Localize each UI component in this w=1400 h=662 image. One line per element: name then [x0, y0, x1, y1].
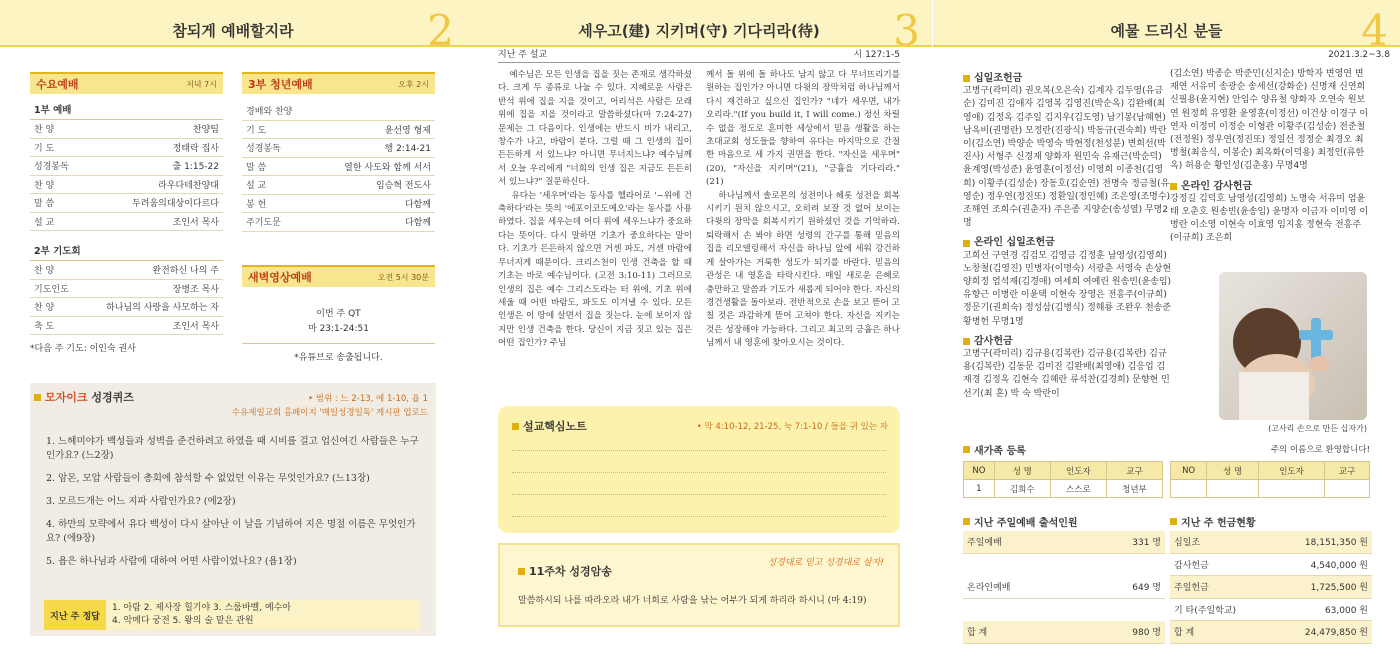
table-header-cell: 인도자 — [1050, 462, 1106, 480]
quiz-title — [34, 389, 134, 405]
thanks-title-text: 감사헌금 — [974, 335, 1013, 347]
page-header — [0, 0, 466, 55]
page-3-sermon — [466, 0, 932, 662]
wednesday-title: 수요예배 — [36, 78, 79, 91]
order-value: 조인서 목사 — [172, 217, 219, 228]
table-header-cell: 교구 — [1106, 462, 1162, 480]
summary-label: 십일조 — [1174, 538, 1201, 549]
summary-value: 1,725,500 원 — [1310, 583, 1368, 594]
first-part-title: 1부 예배 — [30, 102, 223, 120]
newcomers-table-left — [963, 461, 1163, 498]
youth-order-row — [242, 121, 435, 140]
sermon-ref: 시 127:1-5 — [853, 50, 900, 60]
offering-row — [1170, 621, 1372, 644]
dawn-header — [242, 265, 435, 287]
quiz-question: 4. 하만의 모략에서 유다 백성이 다시 살아난 이 날을 기념하여 지은 명절 이름은 무엇인가요? (에9장) — [46, 519, 416, 544]
order-label: 말 씀 — [34, 199, 55, 210]
order-value: 행 2:14-21 — [384, 144, 431, 155]
photo-caption: (고사리 손으로 만든 십자가) — [1268, 424, 1367, 433]
order-label: 봉 헌 — [246, 199, 267, 210]
table-header-cell: NO — [1171, 462, 1207, 480]
memory-verse-box — [498, 543, 900, 627]
order-label: 찬 양 — [34, 180, 55, 191]
memory-title — [518, 563, 612, 579]
order-value: 윤선영 형제 — [384, 125, 431, 136]
bullet-square-icon — [963, 518, 970, 525]
dawn-service — [242, 265, 435, 363]
offering-date-range: 2021.3.2~3.8 — [1328, 50, 1390, 60]
table-cell: 1 — [964, 480, 995, 498]
page-2-worship — [0, 0, 466, 662]
quiz-question: 5. 욥은 하나님과 사람에 대하여 어떤 사람이었나요? (욥1장) — [46, 556, 297, 567]
summary-label: 기 타(주일학교) — [1174, 605, 1237, 616]
order-label: 기 도 — [246, 125, 267, 136]
order-label: 말 씀 — [246, 162, 267, 173]
table-header-cell: 인도자 — [1259, 462, 1325, 480]
worship-order-row — [30, 157, 223, 176]
memory-title-text: 11주차 성경암송 — [529, 565, 612, 578]
note-line — [512, 450, 886, 451]
wednesday-header — [30, 72, 223, 94]
offering-row — [1170, 599, 1372, 622]
newcomers-title — [963, 442, 1026, 457]
order-label: 찬 양 — [34, 266, 55, 277]
offerings-col-left — [963, 68, 1173, 401]
memory-verse-text: 말씀하시되 나를 따라오라 내가 너희로 사람을 낚는 어부가 되게 하리라 하시니 (마 4:19) — [518, 596, 867, 606]
summary-value: 649 명 — [1132, 583, 1161, 594]
order-value: 완전하신 나의 주 — [152, 266, 219, 277]
summary-label: 합 계 — [1174, 628, 1195, 639]
summary-label: 주일예배 — [967, 538, 1002, 549]
page-title: 예물 드리신 분들 — [1110, 22, 1223, 40]
youth-time: 오후 2시 — [398, 79, 429, 89]
note-line — [512, 472, 886, 473]
youth-title: 3부 청년예배 — [248, 78, 313, 91]
youth-order-row — [242, 195, 435, 214]
second-part-title: 2부 기도회 — [30, 243, 223, 261]
tithe-names: 고병구(곽미리) 권오복(오은숙) 김계자 김두영(유금순) 김미진 김애자 김영복 김영진(박순옥) 김완배(최영애) 김정옥 김주일 김지우(김도영) 남기봉(남혜현) 남옥비(권명란) 모정란(진광식) 박동규(권숙희) 박란이(김소연) 박양순 박영숙 박현정(천성분) 변희선(박진사) 서형주 신경재 양화자 원민숙 유재근(박순덕) 윤계영(박성준) 윤영훈(이정선) 이영희 이종천(김영희) 이황주(김성순) 장동호(김순연) 전명숙 정금철(유영순) 정우연(정진또) 정환일(정인혜) 조은영(조명수) 조해연 조희수(권춘자) 주은종 지양순(송성열) 무명2명 — [963, 86, 1171, 229]
order-value: 찬양팀 — [192, 125, 219, 136]
table-cell: 스스로 — [1050, 480, 1106, 498]
notes-title — [512, 418, 587, 434]
sermon-label: 지난 주 설교 — [498, 50, 548, 60]
thanks-names-continued: (김소연) 박종순 박준민(신지순) 방학자 변영연 변재연 서유미 송광순 송세선(강화순) 신명재 신연희 신필용(윤지현) 안임수 양유철 양화자 오연숙 원보연 원정희 유영환 윤영훈(이정선) 이건상 이경구 이연자 이정미 이정순 이형관 이황주(김성순) 전준철(전정원) 정우연(정진또) 정일선 정정순 최경오 최병철(최응식, 이봉순) 최옥화(이덕용) 최정인(류한옥) 허용순 황인성(김춘홍) 무명4명 — [1170, 69, 1369, 172]
summary-value: 24,479,850 원 — [1304, 628, 1368, 639]
second-part-list — [30, 261, 223, 335]
summary-value: 331 명 — [1132, 538, 1161, 549]
youth-header — [242, 72, 435, 94]
table-cell — [1259, 480, 1325, 498]
page-title: 참되게 예배할지라 — [172, 22, 294, 40]
quiz-question: 2. 암몬, 모압 사람들이 총회에 참석할 수 없었던 이유는 무엇인가요? (느13장) — [46, 473, 370, 484]
online-thanks-title — [1170, 180, 1370, 193]
offerings-col-right — [1170, 68, 1370, 246]
attendance-row — [963, 531, 1165, 554]
page-number: 3 — [893, 6, 920, 55]
offering-title-text: 지난 주 헌금현황 — [1181, 518, 1256, 529]
bullet-square-icon — [963, 338, 970, 345]
prayer-order-row — [30, 261, 223, 280]
order-value: 두려움의대상이다르다 — [132, 199, 219, 210]
order-label: 찬 양 — [34, 303, 55, 314]
order-label: 찬 양 — [34, 125, 55, 136]
youth-order-row — [242, 158, 435, 177]
youth-order-row — [242, 102, 435, 121]
summary-value: 63,000 원 — [1324, 605, 1368, 616]
prayer-order-row — [30, 298, 223, 317]
worship-order-row — [30, 213, 223, 232]
dawn-qt-ref: 마 23:1-24:51 — [308, 324, 369, 334]
youtube-note: *유튜브로 송출됩니다. — [294, 353, 383, 363]
order-value: 다함께 — [404, 199, 431, 210]
order-label: 경배와 찬양 — [246, 107, 293, 118]
prayer-order-row — [30, 317, 223, 336]
table-header-cell: 성 명 — [1207, 462, 1259, 480]
order-label: 성경봉독 — [246, 144, 281, 155]
sermon-column-right: 께서 돌 위에 돌 하나도 남지 않고 다 무너뜨리기를 원하는 집인가? 아니면 다윗의 장막처럼 하나님께서 다시 재건하고 싶으신 집인가? "네가 세우면, 내가 오리라."(If you build it, I will come.) 정신 차릴 수 없을 정도로 혼미한 세상에서 믿음 생활을 하는 초대교회 성도들을 향하여 유다는 마지막으로 간절한 마음으로 세 가지 권면을 한다. "자신을 세우며"(20), "자신을 지키며"(21), "긍휼을 기다리라."(21) 하나님께서 솔로몬의 성전이나 헤롯 성전을 회복시키기 원치 않으시고, 오히려 보잘 것 없어 보이는 다윗의 장막을 회복시키기 원하셨던 것을 기억하라. 퇴락해서 손 봐야 하면 성령의 간구를 통해 믿음의 집을 리모델링해서 자신을 하나님 앞에 세워 강건하게 살아가는 거룩한 성도가 되기를 바란다. 믿음의 관성은 내 영혼을 타락시킨다. 매일 새로운 은혜로 충만하고 말씀과 기도가 새롭게 되어야 한다. 자신의 경건생활을 돌아보라. 전반적으로 손을 보고 뜯어 고칠 것은 과감하게 뜯어 고쳐야 한다. 자신을 지키는 것은 성장해야 가능하다. 그리고 최고의 긍휼은 하나님께서 내 영혼에 찾아오시는 것이다. — [706, 70, 900, 349]
bullet-square-icon — [512, 423, 519, 430]
summary-label: 주일헌금 — [1174, 583, 1209, 594]
sermon-notes-box — [498, 406, 900, 533]
quiz-question: 3. 모르드개는 어느 지파 사람인가요? (에2장) — [46, 496, 236, 507]
sermon-body — [498, 69, 900, 351]
offering-row — [1170, 576, 1372, 599]
offering-row — [1170, 554, 1372, 577]
online-thanks-names: 강정길 김덕호 남영성(김영희) 노명숙 서유미 엄윤태 오춘호 원송빈(윤송임) 윤명자 이금자 이미영 이병란 이소영 이현숙 이효영 임지홍 정현숙 전흥주(이규희) 조은희 — [1170, 193, 1369, 244]
summary-label: 온라인예배 — [967, 583, 1011, 594]
youth-order-row — [242, 176, 435, 195]
online-tithe-title-text: 온라인 십일조헌금 — [974, 237, 1055, 249]
table-header-cell: 교구 — [1325, 462, 1370, 480]
table-cell — [1325, 480, 1370, 498]
quiz-title-text: 성경퀴즈 — [91, 391, 134, 404]
worship-order-row — [30, 194, 223, 213]
sermon-meta — [498, 48, 900, 63]
table-header-cell: NO — [964, 462, 995, 480]
bullet-square-icon — [1170, 183, 1177, 190]
note-line — [512, 516, 886, 517]
order-value: 출 1:15-22 — [172, 162, 219, 173]
order-label: 축 도 — [34, 321, 55, 332]
newcomers-table-right — [1170, 461, 1370, 498]
order-value: 임승혁 전도사 — [375, 181, 431, 192]
summary-value: 980 명 — [1132, 628, 1161, 639]
attendance-row — [963, 576, 1165, 599]
notes-title-text: 설교핵심노트 — [523, 420, 587, 433]
child-cross-photo — [1219, 272, 1367, 420]
bullet-square-icon — [963, 240, 970, 247]
answers-label: 지난 주 정답 — [44, 600, 106, 630]
table-row — [964, 480, 1163, 498]
next-prayer-note: *다음 주 기도: 이인숙 권사 — [30, 344, 136, 354]
online-tithe-title — [963, 236, 1173, 249]
youth-order-row — [242, 139, 435, 158]
page-number: 2 — [427, 6, 454, 55]
memory-slogan: 성경대로 믿고 성경대로 살자! — [767, 558, 884, 568]
summary-value: 4,540,000 원 — [1310, 560, 1368, 571]
thanks-title — [963, 335, 1173, 348]
quiz-questions — [46, 435, 426, 578]
answers-line: 4. 악메다 궁전 5. 왕의 술 맡은 관원 — [112, 616, 254, 626]
table-cell: 청년부 — [1106, 480, 1162, 498]
dawn-title: 새벽영상예배 — [248, 271, 312, 284]
thanks-names: 고병구(곽미리) 김규용(김복란) 김규용(김복란) 김규용(김복란) 김동문 김미진 김완배(최영애) 김응업 김재경 김정옥 김현숙 김혜란 류석찬(김경희) 문향현 민선기(최 훈) 박 숙 박란이 — [963, 349, 1170, 399]
first-part-list — [30, 120, 223, 231]
quiz-mosaic-label: 모자이크 — [45, 391, 88, 404]
bullet-square-icon — [1170, 518, 1177, 525]
table-cell — [1171, 480, 1207, 498]
table-cell: 김희수 — [994, 480, 1050, 498]
worship-order-row — [30, 120, 223, 139]
youth-order-row — [242, 213, 435, 232]
bullet-square-icon — [963, 446, 970, 453]
offering-row — [1170, 531, 1372, 554]
quiz-question: 1. 느헤미야가 백성들과 성벽을 준건하려고 하였을 때 시비를 걸고 업신여긴 사람들은 누구인가요? (느2장) — [46, 436, 419, 461]
tithe-title — [963, 72, 1173, 85]
table-header-cell: 성 명 — [994, 462, 1050, 480]
order-value: 라우다테찬양대 — [158, 180, 219, 191]
order-label: 성경봉독 — [34, 162, 69, 173]
table-header-row — [1171, 462, 1370, 480]
dawn-qt-label: 이번 주 QT — [316, 309, 361, 319]
page-title: 세우고(建) 지키며(守) 기다리라(待) — [578, 22, 820, 40]
attendance-title-text: 지난 주일예배 출석인원 — [974, 518, 1078, 529]
offering-table — [1170, 531, 1372, 644]
quiz-upload-note: 수유제일교회 홈페이지 '매일성경일독' 게시판 업로드 — [231, 408, 428, 418]
bullet-square-icon — [518, 568, 525, 575]
order-value: 장병조 목사 — [172, 284, 219, 295]
answers-text — [106, 602, 291, 628]
tithe-title-text: 십일조헌금 — [974, 73, 1023, 84]
bible-quiz — [30, 383, 436, 636]
attendance-title — [963, 514, 1078, 529]
table-header-row — [964, 462, 1163, 480]
order-label: 설 교 — [246, 181, 267, 192]
order-value: 열한 사도와 함께 서서 — [344, 162, 431, 173]
last-week-answers — [44, 600, 420, 630]
prayer-order-row — [30, 280, 223, 299]
attendance-row — [963, 621, 1165, 644]
order-label: 기도인도 — [34, 284, 69, 295]
worship-order-row — [30, 176, 223, 195]
note-line — [512, 494, 886, 495]
attendance-table — [963, 531, 1165, 644]
order-value: 정태락 집사 — [172, 143, 219, 154]
summary-value: 18,151,350 원 — [1304, 538, 1368, 549]
wednesday-service — [30, 72, 223, 354]
bullet-square-icon — [963, 75, 970, 82]
youth-list — [242, 102, 435, 232]
bullet-square-icon — [34, 394, 41, 401]
page-4-offerings — [933, 0, 1400, 662]
page-number: 4 — [1361, 6, 1388, 55]
quiz-range: • 범위 : 느 2-13, 에 1-10, 욥 1 — [308, 394, 428, 404]
sermon-column-left: 예수님은 모든 인생을 집을 짓는 존재로 생각하셨다. 크게 두 종류로 나눌 수 있다. 지혜로운 사람은 반석 위에 집을 지을 것이고, 어리석은 사람은 모래 위에 집을 지을 것이라고 말씀하셨다(마 7:24-27) 문제는 그 다음이다. 인생에는 반드시 비가 내리고, 창수가 나고, 바람이 분다. 그럴 때 그 인생의 집이 든든하게 서 있느냐? 아니면 무너지느냐? 예수님께서 오늘 우리에게 "너희의 인생 집은 지금도 든든히 서 있느냐?" 질문하신다. 유다는 '세우며'라는 동사를 헬라어로 '~위에 건축하다'라는 뜻의 '에포이코도메오'라는 동사를 사용하였다. 집을 세우는데 어디 위에 세우느냐가 중요하다는 뜻이다. 다시 말하면 기초가 중요하다는 말이다. 기초가 든든하지 않으면 거센 파도, 거센 바람에 무너지게 때문이다. 크리스천이 인생 건축을 할 때 기초는 바로 예수님이다. (고전 3:10-11) 그러므로 인생의 집은 예수 그리스도라는 터 위에, 기초 위에 세울 때 어떤 바람도, 파도도 이겨낼 수 있다. 모든 인생은 이 땅에 살면서 집을 짓는다. 눈에 보이지 않지만 인생 건축을 한다. 당신이 지금 짓고 있는 집은 어떤 집인가? 주님 — [498, 70, 692, 349]
answers-line: 1. 아람 2. 제사장 힐기야 3. 스룹바벨, 예수아 — [112, 603, 292, 613]
order-label: 기 도 — [34, 143, 55, 154]
worship-order-row — [30, 139, 223, 158]
youth-service — [242, 72, 435, 232]
online-thanks-title-text: 온라인 감사헌금 — [1181, 180, 1253, 192]
table-cell — [1207, 480, 1259, 498]
notes-verse: • 막 4:10-12, 21-25, 눅 7:1-10 / 들을 귀 있는 자 — [696, 422, 888, 432]
order-label: 주기도문 — [246, 218, 281, 229]
order-value: 조인서 목사 — [172, 321, 219, 332]
order-value: 하나님의 사랑을 사모하는 자 — [106, 303, 219, 314]
summary-label: 합 계 — [967, 628, 988, 639]
photo-illustration — [1219, 272, 1367, 420]
welcome-text: 주의 이름으로 환영합니다! — [1270, 445, 1370, 455]
wednesday-time: 저녁 7시 — [186, 79, 217, 89]
online-tithe-names: 고희선 구연경 김검모 김영금 김정훈 남영성(김영희) 노창철(김영진) 민병자(이명숙) 서광춘 서영숙 손상현 양희정 엄석재(김경애) 여세희 여예린 원송빈(윤송임) 유향근 이병란 이윤택 이현숙 장영은 전흥주(이규희) 정문기(권희숙) 정성삼(김병식) 정해룡 조완우 천송준 황병헌 무명1명 — [963, 250, 1172, 327]
order-label: 설 교 — [34, 217, 55, 228]
order-value: 다함께 — [404, 218, 431, 229]
newcomers-title-text: 새가족 등록 — [974, 446, 1026, 457]
dawn-time: 오전 5시 30분 — [377, 272, 429, 282]
summary-label: 감사헌금 — [1174, 560, 1209, 571]
offering-title — [1170, 514, 1256, 529]
table-row — [1171, 480, 1370, 498]
